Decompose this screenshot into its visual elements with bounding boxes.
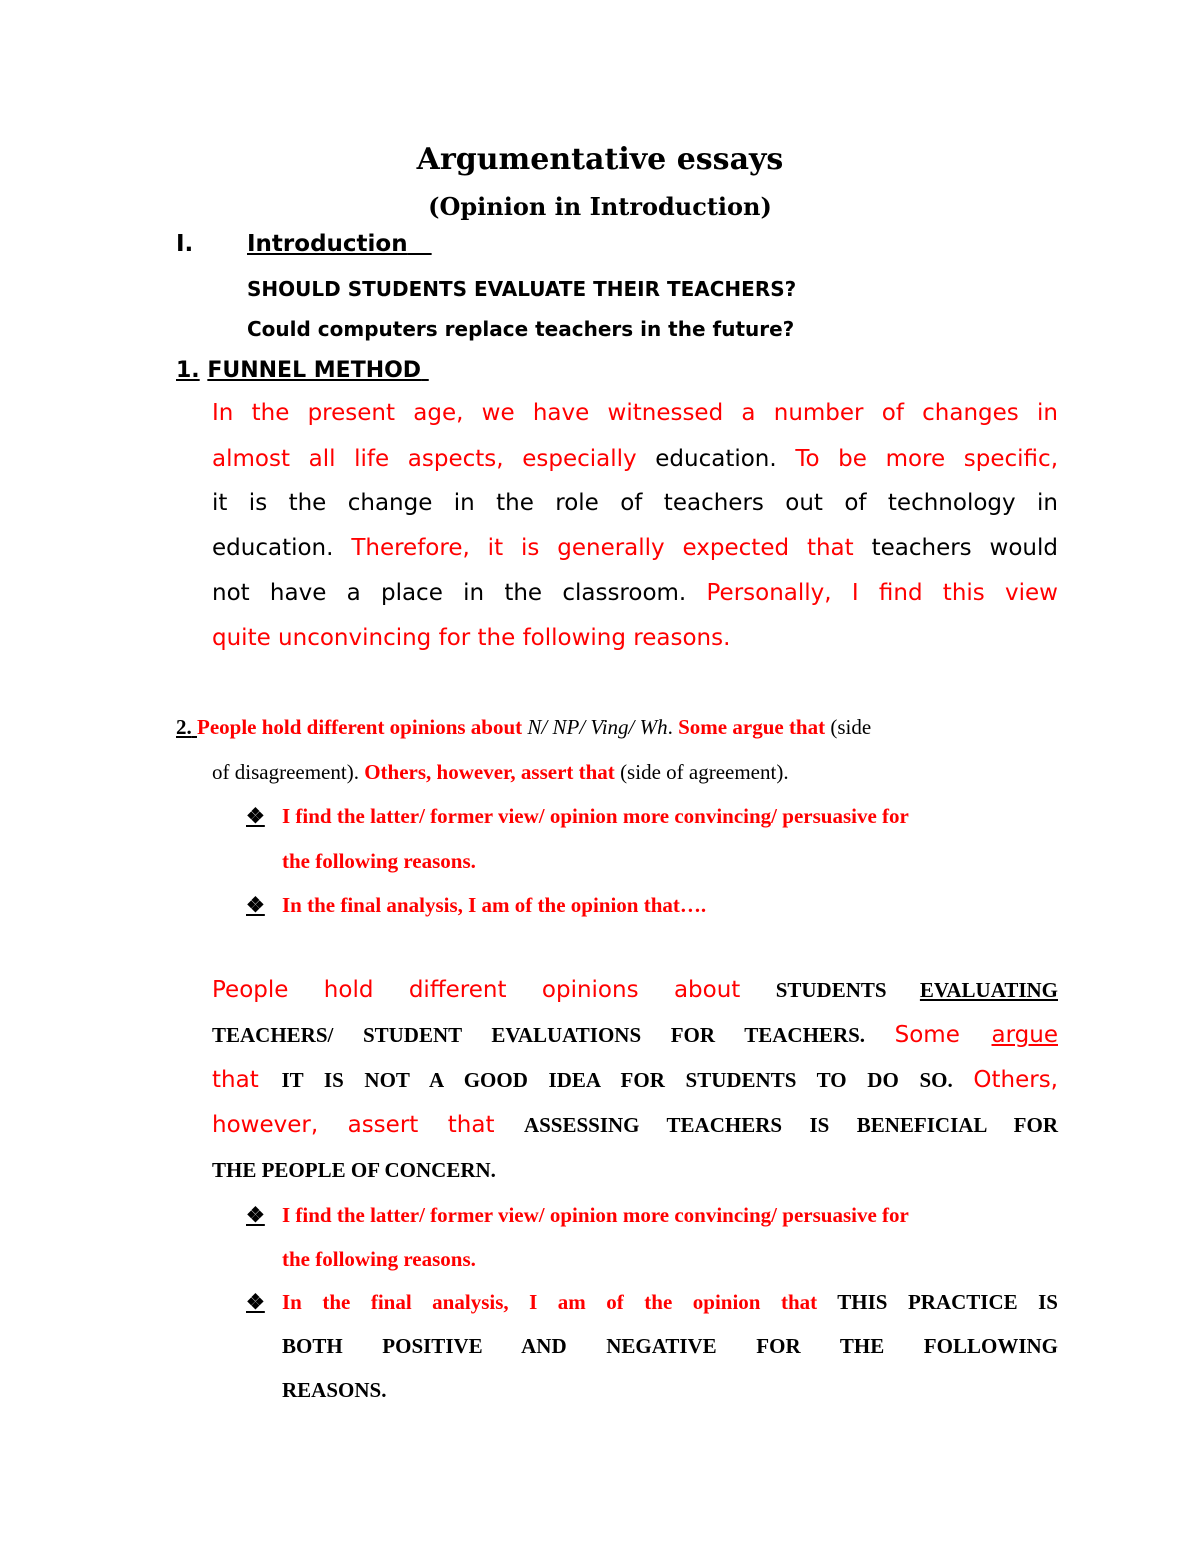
example-bullet-2 (246, 1290, 1058, 1315)
bullet-1-continuation: the following reasons. (282, 849, 476, 873)
method-two-line-1 (176, 715, 871, 740)
funnel-text-segment: not have a place in the classroom. (212, 580, 707, 606)
m2-text-b: N/ NP/ Ving/ Wh (527, 715, 668, 739)
diamond-bullet-icon: ❖ (246, 893, 265, 917)
funnel-text-segment: Personally, I find this view (706, 580, 1058, 606)
method-two-line-2 (212, 760, 789, 785)
example-bullet-1-text: I find the latter/ former view/ opinion more convincing/ persuasive for (282, 1203, 909, 1227)
example-line (212, 1158, 1058, 1183)
section-number: I. (176, 231, 194, 257)
m2-line2-b: Others, however, assert that (364, 760, 621, 784)
document-title: Argumentative essays (416, 142, 784, 177)
question-two: Could computers replace teachers in the future? (247, 317, 795, 341)
funnel-line (212, 625, 1058, 651)
example-bullet-2-black: THIS PRACTICE IS (837, 1290, 1058, 1314)
example-text-segment: argue (991, 1022, 1058, 1048)
example-text-segment: IT IS NOT A GOOD IDEA FOR STUDENTS TO DO SO. (281, 1068, 974, 1092)
example-bullet-1-continuation: the following reasons. (282, 1247, 476, 1271)
example-text-segment: EVALUATING (919, 978, 1058, 1002)
bullet-2-text: In the final analysis, I am of the opinion that…. (282, 893, 707, 917)
m2-line2-a: of disagreement). (212, 760, 365, 784)
diamond-bullet-icon: ❖ (246, 1290, 265, 1314)
example-line (212, 1112, 1058, 1138)
example-bullet-2-line-2: BOTH POSITIVE AND NEGATIVE FOR THE FOLLOWING (282, 1334, 1058, 1358)
document-subtitle: (Opinion in Introduction) (428, 192, 772, 221)
example-line (212, 1067, 1058, 1093)
example-text-segment: TEACHERS/ STUDENT EVALUATIONS FOR TEACHERS. (212, 1023, 895, 1047)
funnel-text-segment: quite unconvincing for the following reasons. (212, 625, 731, 651)
diamond-bullet-icon: ❖ (246, 804, 265, 828)
example-text-segment: Others, (973, 1067, 1058, 1093)
funnel-text-segment: In the present age, we have witnessed a number of changes in (212, 400, 1058, 426)
diamond-bullet-icon: ❖ (246, 1203, 265, 1227)
bullet-1-text: I find the latter/ former view/ opinion more convincing/ persuasive for (282, 804, 909, 828)
m2-text-c: . (667, 715, 679, 739)
funnel-text-segment: To be more specific, (795, 446, 1058, 472)
section-heading-text: Introduction (247, 231, 408, 257)
section-heading (247, 231, 432, 257)
question-one: SHOULD STUDENTS EVALUATE THEIR TEACHERS? (247, 277, 797, 301)
example-bullet-2-red: In the final analysis, I am of the opinion that (282, 1290, 838, 1314)
example-bullet-1 (246, 1203, 1058, 1228)
example-line (212, 977, 1058, 1003)
method-two-bullet-1 (246, 804, 1058, 829)
example-text-segment: People hold different opinions about (212, 977, 776, 1003)
example-line (212, 1022, 1058, 1048)
funnel-text-segment: Therefore, it is generally expected that (351, 535, 872, 561)
funnel-text-segment: teachers would (871, 535, 1058, 561)
funnel-text-segment: almost all life aspects, especially (212, 446, 656, 472)
funnel-line (212, 580, 1058, 606)
funnel-text-segment: education. (655, 446, 796, 472)
example-text-segment: that (212, 1067, 282, 1093)
example-text-segment: STUDENTS (775, 978, 920, 1002)
funnel-line (212, 446, 1058, 472)
funnel-line (212, 490, 1058, 516)
m2-text-d: Some argue that (678, 715, 831, 739)
example-bullet-2-line-3: REASONS. (282, 1378, 387, 1402)
m2-text-e: (side (830, 715, 872, 739)
example-text-segment: however, assert that (212, 1112, 524, 1138)
method-one-title: FUNNEL METHOD (207, 358, 422, 383)
funnel-line (212, 400, 1058, 426)
funnel-text-segment: it is the change in the role of teachers out of technology in (212, 490, 1058, 516)
funnel-line (212, 535, 1058, 561)
m2-line2-c: (side of agreement). (620, 760, 789, 784)
method-two-bullet-2 (246, 893, 1058, 918)
example-text-segment: ASSESSING TEACHERS IS BENEFICIAL FOR (523, 1113, 1058, 1137)
method-one-heading (176, 358, 429, 383)
m2-text-a: People hold different opinions about (197, 715, 528, 739)
method-two-number: 2. (176, 715, 192, 739)
funnel-text-segment: education. (212, 535, 352, 561)
method-one-number: 1. (176, 358, 200, 383)
example-text-segment: Some (894, 1022, 992, 1048)
example-text-segment: THE PEOPLE OF CONCERN. (212, 1158, 496, 1182)
